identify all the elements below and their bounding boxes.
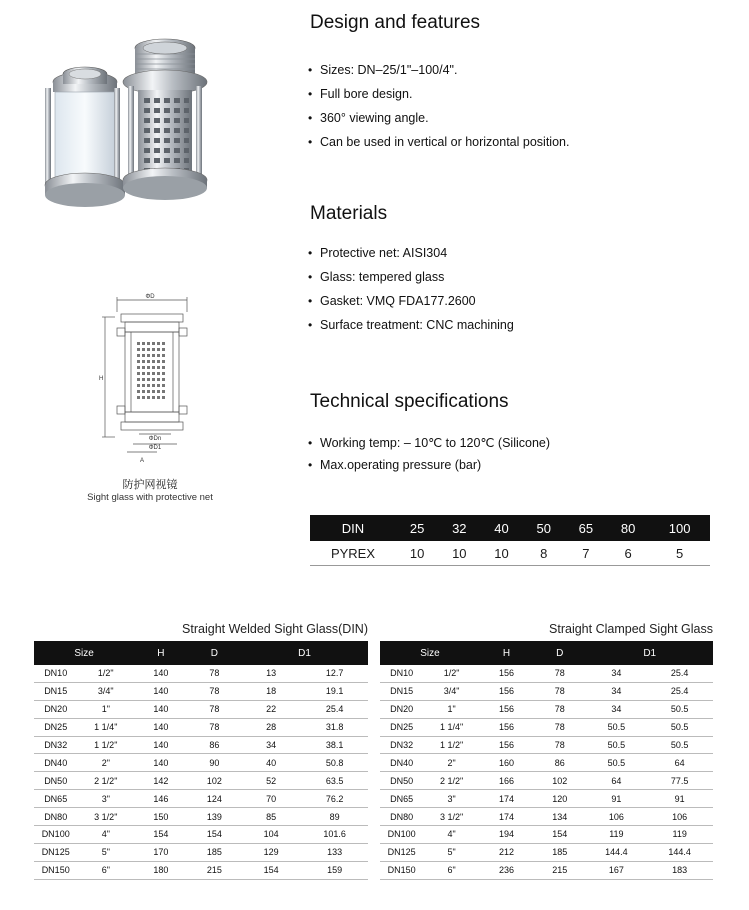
- table-cell: 78: [188, 682, 241, 700]
- table-cell: 6": [77, 861, 134, 879]
- list-item: • Max.operating pressure (bar): [308, 454, 738, 476]
- table-cell: 5": [77, 843, 134, 861]
- table-cell: DN20: [34, 700, 77, 718]
- table-cell: 77.5: [646, 772, 713, 790]
- clamped-header-h: H: [480, 641, 533, 665]
- table-cell: DN15: [34, 682, 77, 700]
- table-cell: 50.5: [586, 754, 646, 772]
- table-row: [380, 790, 713, 808]
- table-cell: 78: [188, 718, 241, 736]
- table-cell: 180: [134, 861, 187, 879]
- table-cell: DN80: [34, 808, 77, 826]
- table-row: [380, 754, 713, 772]
- table-cell: 50.5: [586, 718, 646, 736]
- table-cell: 3": [423, 790, 480, 808]
- table-cell: 185: [533, 843, 586, 861]
- table-cell: 70: [241, 790, 301, 808]
- clamped-body: [380, 665, 713, 879]
- table-cell: 18: [241, 682, 301, 700]
- table-row: [380, 808, 713, 826]
- table-cell: 1/2": [77, 665, 134, 682]
- table-cell: 154: [241, 861, 301, 879]
- list-item: • Full bore design.: [308, 82, 738, 106]
- table-cell: 3 1/2": [423, 808, 480, 826]
- table-cell: 140: [134, 754, 187, 772]
- pressure-table: [310, 515, 710, 566]
- pressure-cell: 10: [396, 541, 438, 566]
- table-cell: 142: [134, 772, 187, 790]
- table-cell: DN20: [380, 700, 423, 718]
- table-row: [34, 826, 368, 844]
- table-cell: 86: [188, 736, 241, 754]
- table-cell: 3/4": [423, 682, 480, 700]
- pressure-header: 80: [607, 515, 649, 541]
- pressure-header: 100: [649, 515, 710, 541]
- table-cell: DN50: [34, 772, 77, 790]
- table-cell: 78: [533, 700, 586, 718]
- table-cell: 50.5: [646, 736, 713, 754]
- clamped-header-size: Size: [380, 641, 480, 665]
- table-cell: 102: [533, 772, 586, 790]
- table-cell: 78: [533, 665, 586, 682]
- table-cell: 156: [480, 682, 533, 700]
- table-cell: 154: [188, 826, 241, 844]
- table-cell: 174: [480, 790, 533, 808]
- table-cell: 3 1/2": [77, 808, 134, 826]
- pressure-header: 65: [565, 515, 607, 541]
- table-cell: 2 1/2": [77, 772, 134, 790]
- table-cell: 183: [646, 861, 713, 879]
- table-cell: DN65: [380, 790, 423, 808]
- table-row: [380, 826, 713, 844]
- pressure-header: 25: [396, 515, 438, 541]
- table-cell: 1": [423, 700, 480, 718]
- materials-title: Materials: [310, 203, 388, 224]
- table-cell: 50.5: [646, 700, 713, 718]
- pressure-cell: 8: [523, 541, 565, 566]
- table-cell: 25.4: [301, 700, 368, 718]
- table-row: [380, 736, 713, 754]
- table-cell: 63.5: [301, 772, 368, 790]
- table-cell: 134: [533, 808, 586, 826]
- table-cell: 119: [586, 826, 646, 844]
- table-cell: DN150: [380, 861, 423, 879]
- table-cell: 194: [480, 826, 533, 844]
- table-cell: 2": [77, 754, 134, 772]
- table-cell: 13: [241, 665, 301, 682]
- table-row: [34, 843, 368, 861]
- welded-header-size: Size: [34, 641, 134, 665]
- table-cell: DN32: [34, 736, 77, 754]
- welded-title: Straight Welded Sight Glass(DIN): [182, 622, 368, 636]
- table-cell: 5": [423, 843, 480, 861]
- table-cell: 34: [241, 736, 301, 754]
- table-cell: 1": [77, 700, 134, 718]
- pressure-cell: PYREX: [310, 541, 396, 566]
- table-row: [380, 843, 713, 861]
- table-cell: DN50: [380, 772, 423, 790]
- table-cell: 78: [188, 665, 241, 682]
- drawing-label-dn: ΦDn: [148, 436, 162, 442]
- table-cell: DN32: [380, 736, 423, 754]
- table-cell: 31.8: [301, 718, 368, 736]
- table-cell: 50.8: [301, 754, 368, 772]
- table-row: [380, 861, 713, 879]
- table-cell: 22: [241, 700, 301, 718]
- table-cell: DN10: [380, 665, 423, 682]
- pressure-cell: 10: [438, 541, 480, 566]
- list-item: • Glass: tempered glass: [308, 265, 738, 289]
- table-cell: 160: [480, 754, 533, 772]
- table-row: [380, 718, 713, 736]
- drawing-label-h: H: [99, 376, 104, 382]
- welded-body: [34, 665, 368, 879]
- table-cell: 12.7: [301, 665, 368, 682]
- table-cell: 4": [423, 826, 480, 844]
- table-cell: 89: [301, 808, 368, 826]
- list-item: • Gasket: VMQ FDA177.2600: [308, 289, 738, 313]
- table-cell: 106: [586, 808, 646, 826]
- table-cell: DN25: [380, 718, 423, 736]
- clamped-table: [380, 641, 713, 880]
- drawing-label-a: A: [139, 458, 145, 464]
- table-row: [380, 682, 713, 700]
- table-cell: 133: [301, 843, 368, 861]
- table-cell: 1 1/2": [423, 736, 480, 754]
- table-cell: 34: [586, 682, 646, 700]
- list-item: • Sizes: DN–25/1"–100/4".: [308, 58, 738, 82]
- table-cell: 119: [646, 826, 713, 844]
- table-cell: DN100: [34, 826, 77, 844]
- table-cell: 3/4": [77, 682, 134, 700]
- table-row: [34, 682, 368, 700]
- list-item: • 360° viewing angle.: [308, 106, 738, 130]
- table-cell: 4": [77, 826, 134, 844]
- table-cell: 150: [134, 808, 187, 826]
- table-cell: 38.1: [301, 736, 368, 754]
- table-row: [34, 772, 368, 790]
- table-cell: 144.4: [586, 843, 646, 861]
- caption-cn: 防护网视镜: [122, 479, 178, 491]
- table-cell: 78: [533, 682, 586, 700]
- materials-list: [308, 241, 738, 337]
- product-photo: [30, 30, 230, 215]
- design-list: [308, 58, 738, 154]
- table-cell: 156: [480, 700, 533, 718]
- table-cell: 146: [134, 790, 187, 808]
- table-cell: 106: [646, 808, 713, 826]
- table-cell: 78: [533, 718, 586, 736]
- table-row: [34, 736, 368, 754]
- table-row: [380, 772, 713, 790]
- welded-table: [34, 641, 368, 880]
- table-cell: 156: [480, 718, 533, 736]
- table-cell: 156: [480, 736, 533, 754]
- table-cell: 50.5: [646, 718, 713, 736]
- pressure-header: 50: [523, 515, 565, 541]
- table-cell: 212: [480, 843, 533, 861]
- table-cell: 140: [134, 682, 187, 700]
- table-cell: 102: [188, 772, 241, 790]
- technical-drawing: [95, 292, 205, 467]
- list-item: • Surface treatment: CNC machining: [308, 313, 738, 337]
- table-cell: 129: [241, 843, 301, 861]
- table-cell: 52: [241, 772, 301, 790]
- table-cell: 174: [480, 808, 533, 826]
- tech-title: Technical specifications: [310, 391, 509, 412]
- drawing-label-d: ΦD: [145, 294, 155, 300]
- table-cell: DN40: [380, 754, 423, 772]
- table-cell: 140: [134, 700, 187, 718]
- table-cell: DN15: [380, 682, 423, 700]
- table-cell: 215: [188, 861, 241, 879]
- table-cell: 144.4: [646, 843, 713, 861]
- table-cell: 140: [134, 736, 187, 754]
- table-cell: 50.5: [586, 736, 646, 754]
- table-cell: 1 1/2": [77, 736, 134, 754]
- table-cell: DN100: [380, 826, 423, 844]
- pressure-cell: 7: [565, 541, 607, 566]
- welded-header-d: D: [188, 641, 241, 665]
- pressure-header: 40: [480, 515, 522, 541]
- welded-header-h: H: [134, 641, 187, 665]
- table-cell: 40: [241, 754, 301, 772]
- table-row: [34, 718, 368, 736]
- table-cell: 167: [586, 861, 646, 879]
- table-cell: 90: [188, 754, 241, 772]
- table-cell: DN65: [34, 790, 77, 808]
- clamped-header-d1: D1: [586, 641, 713, 665]
- table-cell: 91: [586, 790, 646, 808]
- table-row: [34, 665, 368, 682]
- table-cell: 236: [480, 861, 533, 879]
- table-row: [34, 754, 368, 772]
- table-cell: 34: [586, 665, 646, 682]
- table-row: [380, 665, 713, 682]
- table-cell: 1 1/4": [77, 718, 134, 736]
- tech-list: [308, 432, 738, 476]
- drawing-label-d1: ΦD1: [148, 445, 162, 451]
- table-cell: 91: [646, 790, 713, 808]
- table-cell: 34: [586, 700, 646, 718]
- design-title: Design and features: [310, 12, 481, 33]
- table-cell: 156: [480, 665, 533, 682]
- table-cell: 166: [480, 772, 533, 790]
- table-row: [34, 790, 368, 808]
- table-row: [34, 700, 368, 718]
- caption-en: Sight glass with protective net: [87, 492, 213, 503]
- table-cell: 19.1: [301, 682, 368, 700]
- table-cell: 86: [533, 754, 586, 772]
- table-cell: 104: [241, 826, 301, 844]
- table-cell: 140: [134, 718, 187, 736]
- table-cell: 85: [241, 808, 301, 826]
- table-cell: DN80: [380, 808, 423, 826]
- table-cell: 78: [188, 700, 241, 718]
- pressure-cell: 10: [480, 541, 522, 566]
- table-cell: 120: [533, 790, 586, 808]
- list-item: • Working temp: – 10℃ to 120℃ (Silicone): [308, 432, 738, 454]
- pressure-cell: 6: [607, 541, 649, 566]
- table-cell: 159: [301, 861, 368, 879]
- table-cell: DN125: [380, 843, 423, 861]
- table-cell: DN150: [34, 861, 77, 879]
- table-row: [34, 861, 368, 879]
- pressure-cell: 5: [649, 541, 710, 566]
- table-cell: 140: [134, 665, 187, 682]
- table-cell: 64: [586, 772, 646, 790]
- clamped-table-wrap: [380, 641, 713, 880]
- pressure-header: DIN: [310, 515, 396, 541]
- table-cell: 1/2": [423, 665, 480, 682]
- clamped-header-d: D: [533, 641, 586, 665]
- table-cell: 64: [646, 754, 713, 772]
- table-cell: DN10: [34, 665, 77, 682]
- table-row: [34, 808, 368, 826]
- welded-table-wrap: [34, 641, 368, 880]
- table-cell: 2": [423, 754, 480, 772]
- table-cell: 6": [423, 861, 480, 879]
- table-cell: 215: [533, 861, 586, 879]
- table-cell: 2 1/2": [423, 772, 480, 790]
- table-cell: 101.6: [301, 826, 368, 844]
- table-cell: 124: [188, 790, 241, 808]
- table-cell: 76.2: [301, 790, 368, 808]
- table-cell: 28: [241, 718, 301, 736]
- table-cell: DN40: [34, 754, 77, 772]
- table-cell: 154: [533, 826, 586, 844]
- table-cell: 154: [134, 826, 187, 844]
- table-cell: 25.4: [646, 682, 713, 700]
- list-item: • Protective net: AISI304: [308, 241, 738, 265]
- table-row: [380, 700, 713, 718]
- table-cell: 185: [188, 843, 241, 861]
- table-cell: 3": [77, 790, 134, 808]
- table-cell: 170: [134, 843, 187, 861]
- table-cell: 1 1/4": [423, 718, 480, 736]
- table-cell: 25.4: [646, 665, 713, 682]
- table-cell: DN25: [34, 718, 77, 736]
- pressure-header: 32: [438, 515, 480, 541]
- welded-header-d1: D1: [241, 641, 368, 665]
- table-cell: 78: [533, 736, 586, 754]
- table-cell: DN125: [34, 843, 77, 861]
- list-item: • Can be used in vertical or horizontal position.: [308, 130, 738, 154]
- clamped-title: Straight Clamped Sight Glass: [549, 622, 713, 636]
- table-cell: 139: [188, 808, 241, 826]
